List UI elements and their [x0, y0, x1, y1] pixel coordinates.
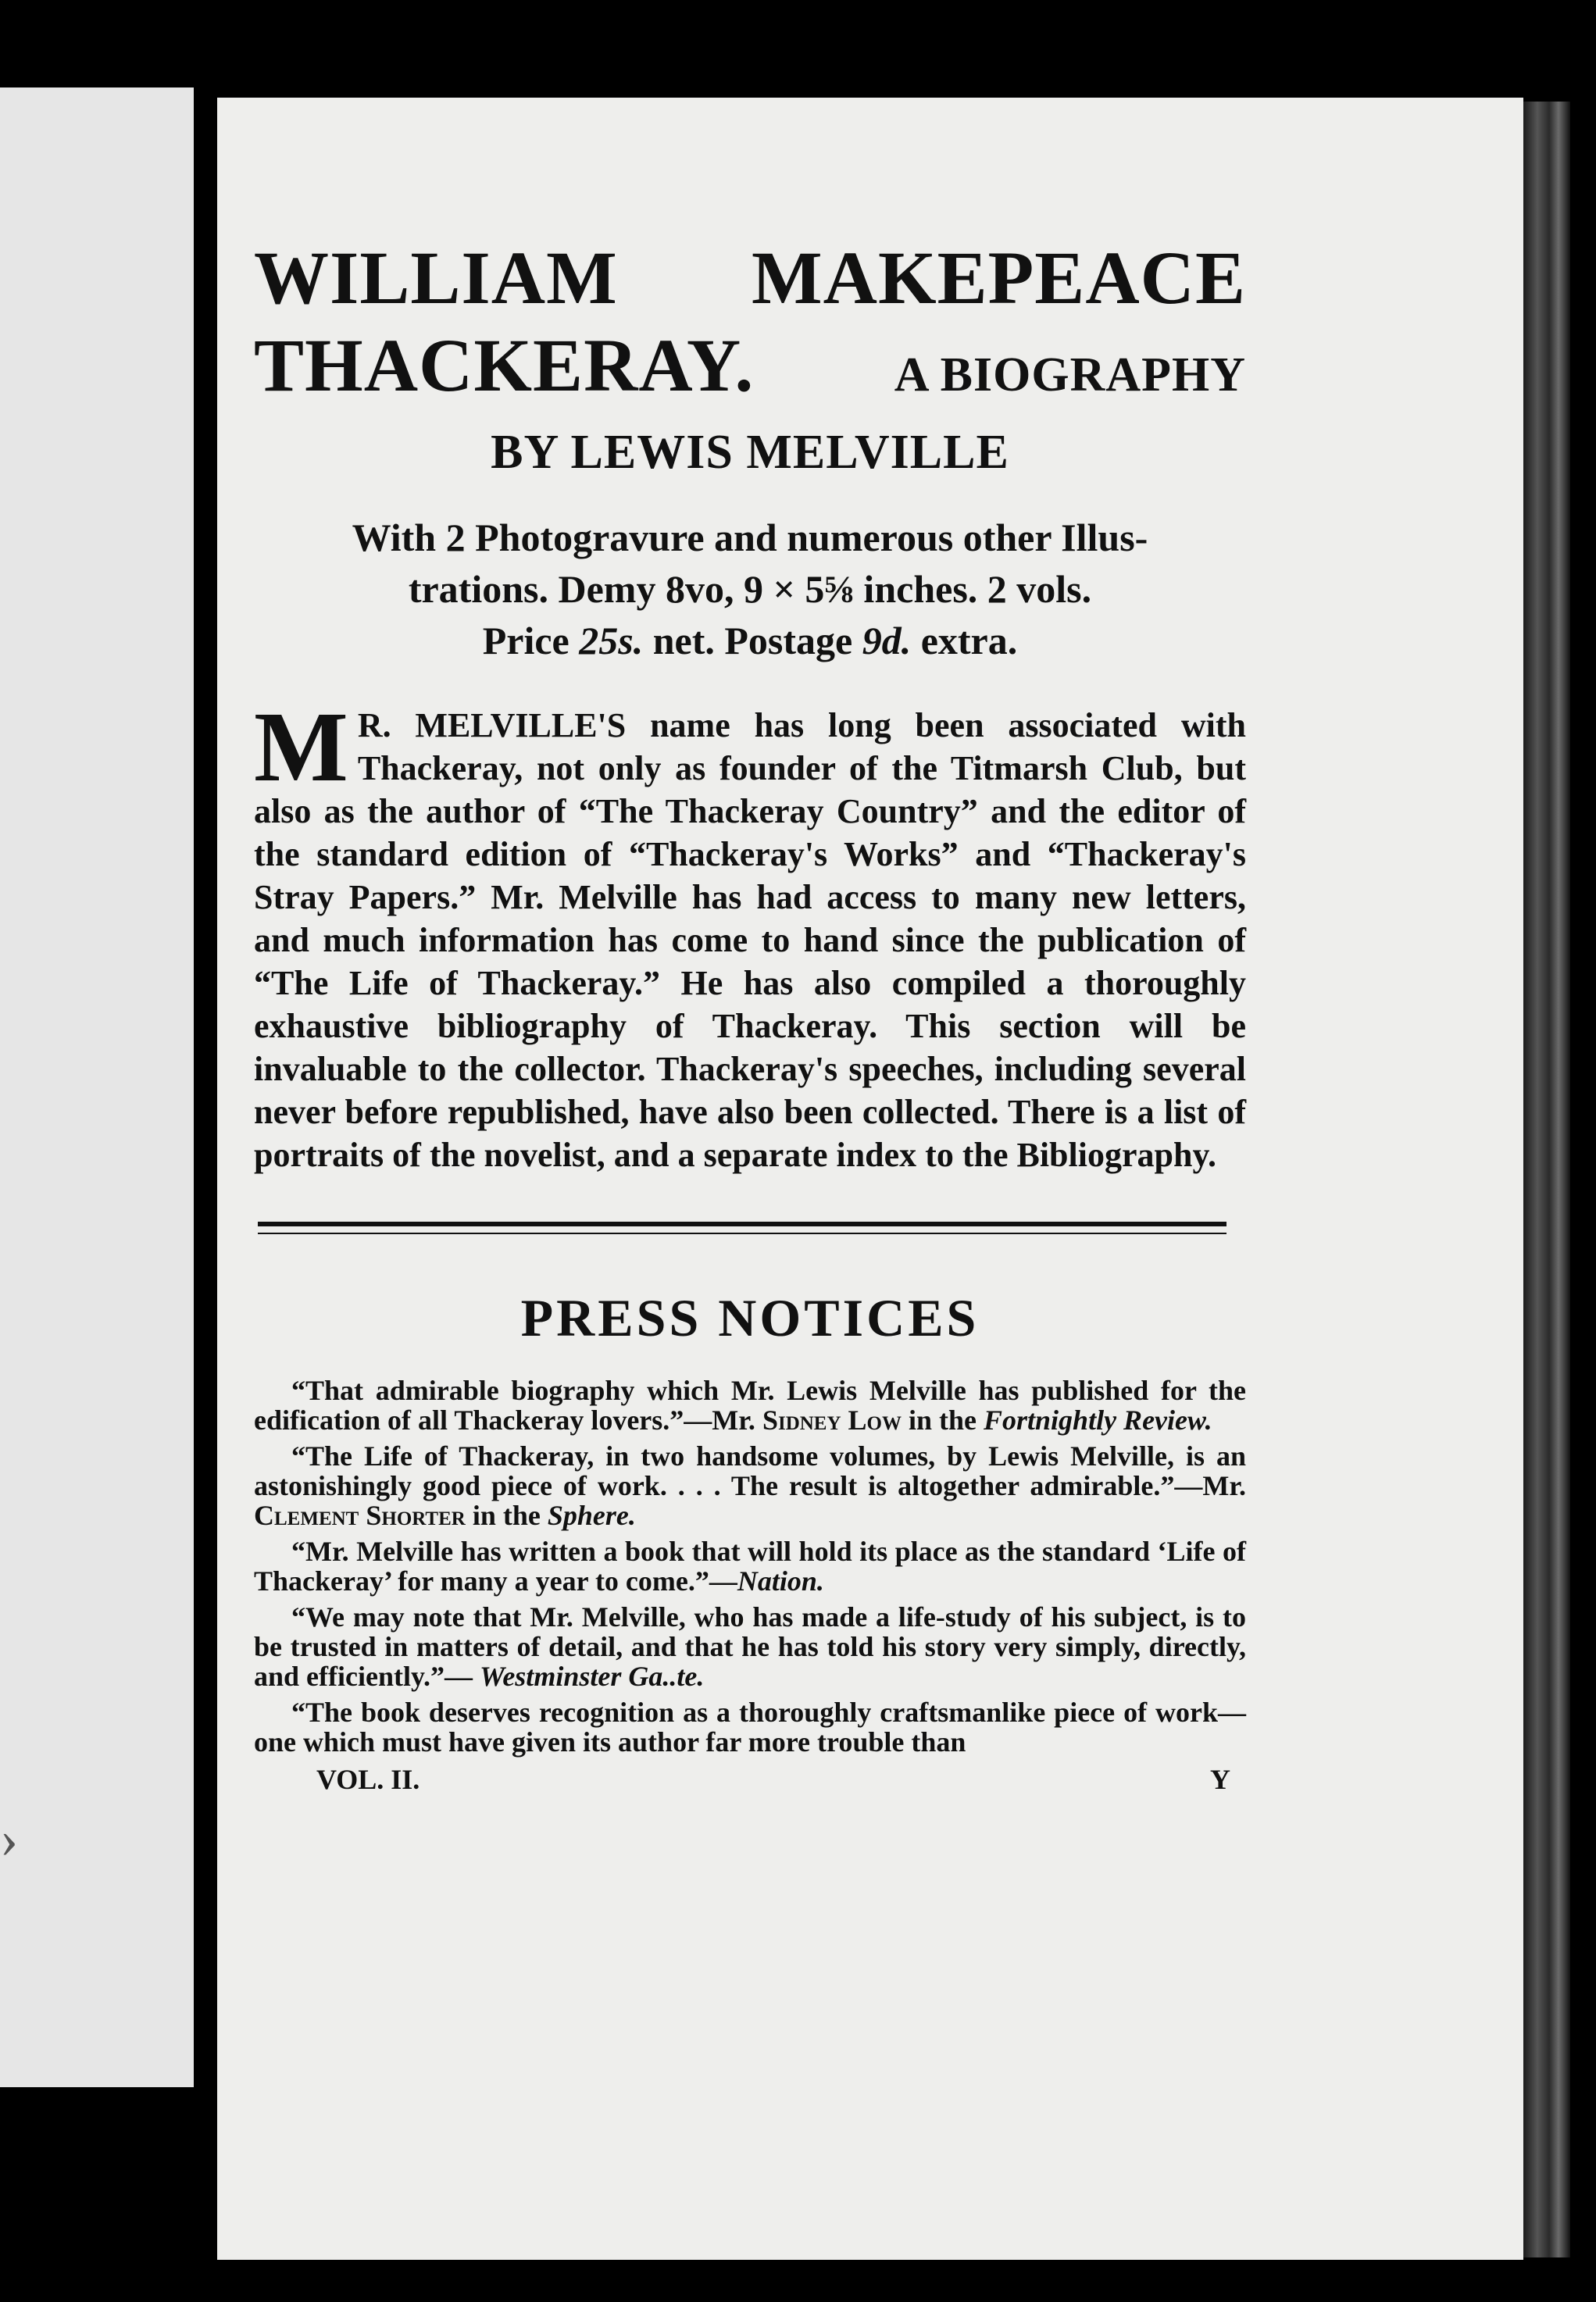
description-text: R. MELVILLE'S name has long been associated with Thackeray, not only as founder of the Titmarsh Club, but also as the author of “The Thackeray Country” and the editor of the standard edition of “Thackeray's Works” and “Thackeray's Stray Papers.” Mr. Melville has had access to many new letters, and much information has come to hand since the publication of “The Life of Thackeray.” He has also compiled a thoroughly exhaustive bibliography of Thackeray. This section will be invaluable to the collector. Thackeray's speeches, including several never before republished, have also been collected. There is a list of portraits of the novelist, and a separate index to the Bibliography. — [254, 706, 1246, 1174]
notice-quote: “Mr. Melville has written a book that will hold its place as the standard ‘Life of Thackeray’ for many a year to come.”— — [254, 1536, 1246, 1597]
notice-author: Sidney Low — [762, 1404, 902, 1436]
title-word-william: WILLIAM — [254, 236, 618, 319]
notice-quote: “The Life of Thackeray, in two handsome volumes, by Lewis Melville, is an astonishingly good piece of work. . . . The result is altogether admirable.”—Mr. — [254, 1440, 1246, 1501]
title-subtitle: A BIOGRAPHY — [894, 348, 1246, 402]
facing-page — [0, 87, 194, 2087]
notice-quote: “That admirable biography which Mr. Lewis Melville has published for the edification of all Thackeray lovers.”—Mr. — [254, 1375, 1246, 1436]
price-net: net. Postage — [652, 619, 853, 662]
notice-quote: “The book deserves recognition as a thoroughly craftsmanlike piece of work—one which must have given its author far more trouble than — [254, 1697, 1246, 1758]
title-line-2 — [254, 322, 1246, 419]
author-byline: BY LEWIS MELVILLE — [491, 426, 1009, 479]
title-word-makepeace: MAKEPEACE — [752, 236, 1246, 319]
margin-mark: › — [0, 1809, 19, 1869]
press-notice — [254, 1536, 1246, 1596]
press-notice — [254, 1697, 1246, 1757]
notice-source: Sphere. — [547, 1500, 636, 1531]
notice-source: Fortnightly Review. — [984, 1404, 1212, 1436]
press-notices-heading: PRESS NOTICES — [520, 1288, 980, 1347]
notice-source: Westminster Ga..te. — [479, 1661, 705, 1692]
price-label: Price — [482, 619, 569, 662]
details-line-2: trations. Demy 8vo, 9 × 5⅝ inches. 2 vols. — [408, 567, 1092, 611]
notice-source: Nation. — [737, 1565, 824, 1597]
signature-mark: Y — [1210, 1764, 1230, 1795]
price-value: 25s. — [579, 619, 644, 662]
edition-details — [254, 512, 1246, 666]
notice-author: Clement Shorter — [254, 1500, 466, 1531]
notice-quote: “We may note that Mr. Melville, who has made a life-study of his subject, is to be trusted in matters of detail, and that he has told his story very simply, directly, and efficiently.”— — [254, 1601, 1246, 1692]
postage-extra: extra. — [920, 619, 1018, 662]
title-line-1 — [254, 234, 1246, 322]
price-line — [254, 615, 1246, 666]
press-notices-list — [254, 1376, 1246, 1757]
postage-value: 9d. — [862, 619, 912, 662]
press-notice — [254, 1376, 1246, 1435]
notice-connector: in the — [901, 1404, 984, 1436]
book-title — [254, 234, 1246, 419]
notice-connector: in the — [465, 1500, 548, 1531]
page-content — [254, 234, 1246, 1796]
page-footer — [254, 1763, 1246, 1796]
details-line-1: With 2 Photogravure and numerous other Illus- — [352, 516, 1148, 559]
volume-label: VOL. II. — [316, 1764, 420, 1795]
description-paragraph — [254, 691, 1246, 1176]
press-notice — [254, 1441, 1246, 1530]
title-word-thackeray: THACKERAY. — [254, 323, 755, 407]
divider-thick — [258, 1222, 1226, 1226]
divider-thin — [258, 1233, 1226, 1234]
press-notice — [254, 1602, 1246, 1691]
book-edge — [1523, 102, 1570, 2257]
drop-cap: M — [254, 691, 348, 802]
